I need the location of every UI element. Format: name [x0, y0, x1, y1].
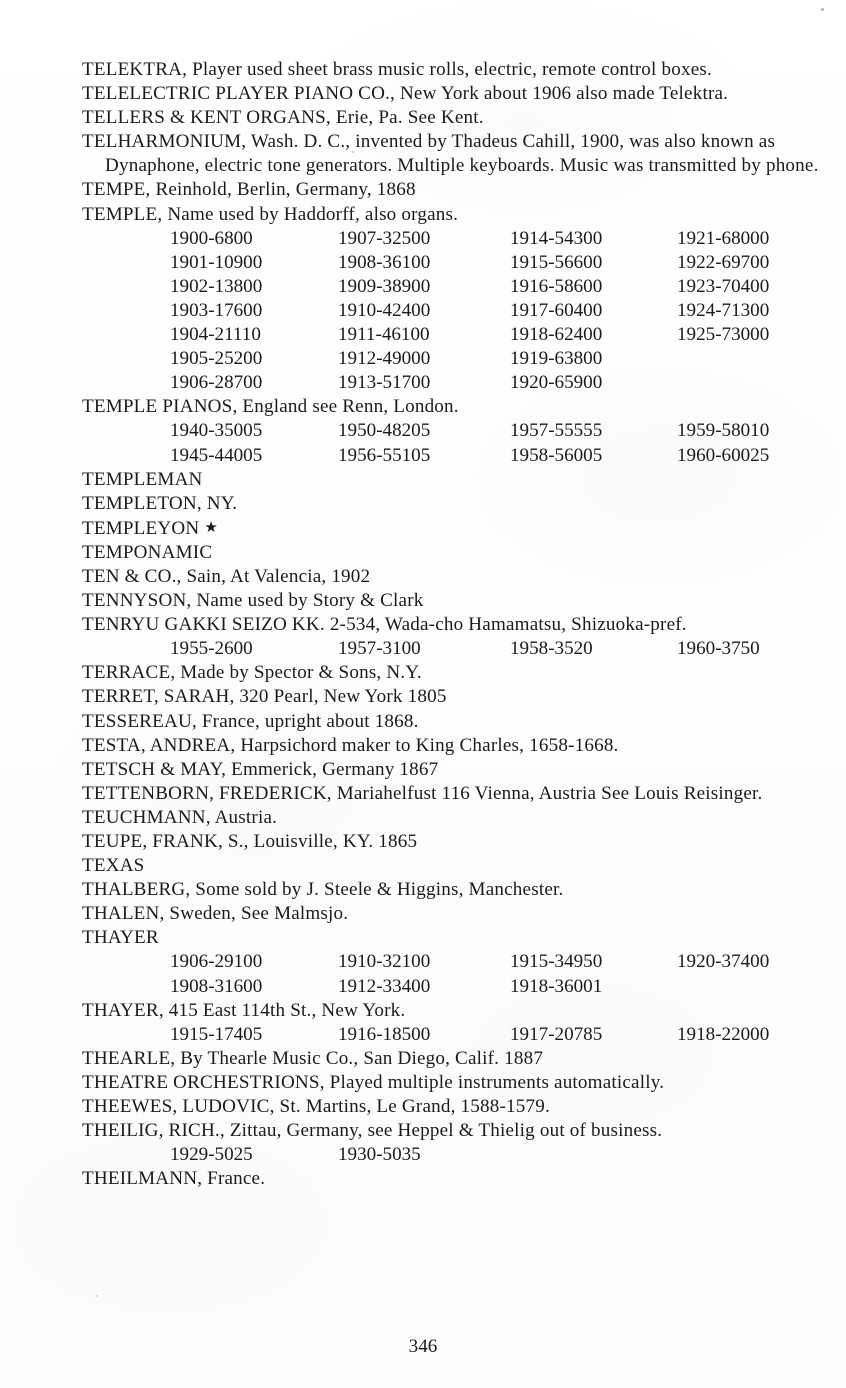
entry-text: TERRACE, Made by Spector & Sons, N.Y.: [82, 662, 422, 684]
directory-entry-terret-sarah: [82, 685, 824, 709]
table-row: [82, 975, 824, 999]
entry-text: TELHARMONIUM, Wash. D. C., invented by Thadeus Cahill, 1900, was also known as Dynaphone, electric tone generators. Multiple keyboards. Music was transmitted by phone.: [82, 131, 819, 177]
directory-entry-tellers-kent-organs: [82, 106, 824, 130]
directory-entry-temponamic: [82, 541, 824, 565]
serial-cell: 1915-34950: [510, 951, 603, 973]
directory-entry-thayer: [82, 926, 824, 950]
serial-cell: 1912-49000: [338, 348, 431, 370]
serial-cell: 1910-32100: [338, 951, 431, 973]
serial-cell: 1957-55555: [510, 420, 603, 442]
serial-cell: 1923-70400: [677, 275, 770, 297]
directory-entry-tetsch-may: [82, 758, 824, 782]
serial-cell: 1900-6800: [170, 227, 253, 249]
directory-entry-thalberg: [82, 878, 824, 902]
directory-entry-thalen: [82, 902, 824, 926]
serial-cell: 1929-5025: [170, 1144, 253, 1166]
directory-entry-tenryu-gakki-seizo: [82, 613, 824, 637]
serial-cell: 1940-35005: [170, 420, 263, 442]
serial-cell: 1912-33400: [338, 975, 431, 997]
table-row: [82, 299, 824, 323]
entry-text: TEMPE, Reinhold, Berlin, Germany, 1868: [82, 179, 416, 201]
serial-cell: 1918-36001: [510, 975, 603, 997]
serial-cell: 1903-17600: [170, 299, 263, 321]
serial-number-table-temple-pianos: [82, 419, 824, 467]
table-row: [82, 1143, 824, 1167]
directory-entry-tennyson: [82, 589, 824, 613]
entry-text: TEMPLE, Name used by Haddorff, also organs.: [82, 203, 459, 225]
entry-text: THALBERG, Some sold by J. Steele & Higgins, Manchester.: [82, 879, 564, 901]
entry-text: TELLERS & KENT ORGANS, Erie, Pa. See Kent.: [82, 107, 484, 129]
scan-speck-corner: [821, 8, 824, 11]
entry-text: THAYER, 415 East 114th St., New York.: [82, 999, 406, 1021]
entry-text: THALEN, Sweden, See Malmsjo.: [82, 903, 349, 925]
directory-entry-tempe: [82, 178, 824, 202]
table-row: [82, 251, 824, 275]
entry-text: TEMPLETON, NY.: [82, 492, 238, 514]
serial-cell: 1957-3100: [338, 638, 421, 660]
serial-cell: 1918-62400: [510, 324, 603, 346]
directory-entry-teupe-frank: [82, 830, 824, 854]
entry-text: THEEWES, LUDOVIC, St. Martins, Le Grand, 1588-1579.: [82, 1096, 550, 1118]
entry-text: THEILMANN, France.: [82, 1168, 266, 1190]
directory-entry-teuchmann: [82, 806, 824, 830]
serial-number-table-thayer-415-east: [82, 1023, 824, 1047]
serial-cell: 1920-65900: [510, 372, 603, 394]
serial-cell: 1915-56600: [510, 251, 603, 273]
serial-cell: 1959-58010: [677, 420, 770, 442]
table-row: [82, 1023, 824, 1047]
serial-cell: 1958-56005: [510, 444, 603, 466]
serial-cell: 1960-60025: [677, 444, 770, 466]
serial-cell: 1920-37400: [677, 951, 770, 973]
table-row: [82, 637, 824, 661]
directory-entry-texas: [82, 854, 824, 878]
entry-text: TEUPE, FRANK, S., Louisville, KY. 1865: [82, 831, 418, 852]
entry-text: TEN & CO., Sain, At Valencia, 1902: [82, 565, 371, 587]
entry-text: TEXAS: [82, 855, 145, 877]
directory-entry-testa-andrea: [82, 734, 824, 758]
entry-text: TEMPLEMAN: [82, 468, 203, 490]
serial-cell: 1907-32500: [338, 227, 431, 249]
directory-entry-templeton: [82, 492, 824, 516]
serial-cell: 1922-69700: [677, 251, 770, 273]
serial-cell: 1916-58600: [510, 275, 603, 297]
directory-entry-telelectric-player-piano-co: [82, 82, 824, 106]
serial-cell: 1902-13800: [170, 275, 263, 297]
serial-cell: 1909-38900: [338, 275, 431, 297]
serial-cell: 1918-22000: [677, 1023, 770, 1045]
table-row: [82, 227, 824, 251]
entry-text: TENNYSON, Name used by Story & Clark: [82, 590, 424, 612]
serial-cell: 1916-18500: [338, 1023, 431, 1045]
serial-cell: 1914-54300: [510, 227, 603, 249]
serial-cell: 1910-42400: [338, 299, 431, 321]
entry-text: TENRYU GAKKI SEIZO KK. 2-534, Wada-cho Hamamatsu, Shizuoka-pref.: [82, 614, 687, 636]
table-row: [82, 323, 824, 347]
serial-cell: 1906-28700: [170, 372, 263, 394]
serial-cell: 1945-44005: [170, 444, 263, 466]
entry-text: TELEKTRA, Player used sheet brass music rolls, electric, remote control boxes.: [82, 59, 712, 80]
entry-text: TEMPLEYON: [82, 517, 200, 539]
directory-entry-thayer-415-east: [82, 999, 824, 1023]
serial-cell: 1930-5035: [338, 1144, 421, 1166]
serial-cell: 1917-60400: [510, 299, 603, 321]
directory-entry-templeman: [82, 468, 824, 492]
serial-number-table-tenryu-gakki-seizo: [82, 637, 824, 661]
serial-number-table-theilig-rich: [82, 1143, 824, 1167]
table-row: [82, 950, 824, 974]
entry-text: THAYER: [82, 927, 159, 949]
entry-text: TETSCH & MAY, Emmerick, Germany 1867: [82, 758, 439, 780]
serial-number-table-thayer: [82, 950, 824, 998]
entry-text: TETTENBORN, FREDERICK, Mariahelfust 116 Vienna, Austria See Louis Reisinger.: [82, 782, 763, 804]
entry-text: TESTA, ANDREA, Harpsichord maker to King Charles, 1658-1668.: [82, 734, 619, 756]
entry-text: TELELECTRIC PLAYER PIANO CO., New York about 1906 also made Telektra.: [82, 83, 729, 105]
directory-entry-terrace: [82, 661, 824, 685]
directory-entry-tessereau: [82, 710, 824, 734]
serial-cell: 1950-48205: [338, 420, 431, 442]
entry-text: TEMPONAMIC: [82, 541, 213, 563]
serial-cell: 1960-3750: [677, 638, 760, 660]
entry-text: THEILIG, RICH., Zittau, Germany, see Heppel & Thielig out of business.: [82, 1120, 663, 1142]
directory-entry-telharmonium: [82, 130, 824, 178]
serial-number-table-temple: [82, 227, 824, 396]
serial-cell: 1906-29100: [170, 951, 263, 973]
serial-cell: 1958-3520: [510, 638, 593, 660]
serial-cell: 1911-46100: [338, 324, 430, 346]
star-icon: ★: [204, 519, 218, 536]
serial-cell: 1908-31600: [170, 975, 263, 997]
entry-text: THEATRE ORCHESTRIONS, Played multiple instruments automatically.: [82, 1071, 665, 1093]
scan-speck-lower: [96, 1295, 98, 1297]
serial-cell: 1908-36100: [338, 251, 431, 273]
entry-text: TESSEREAU, France, upright about 1868.: [82, 710, 419, 732]
serial-cell: 1956-55105: [338, 444, 431, 466]
entry-text: THEARLE, By Thearle Music Co., San Diego, Calif. 1887: [82, 1047, 544, 1069]
serial-cell: 1921-68000: [677, 227, 770, 249]
directory-entry-list: [82, 58, 824, 1191]
directory-entry-ten-co: [82, 565, 824, 589]
directory-entry-theewes-ludovic: [82, 1095, 824, 1119]
directory-entry-theilig-rich: [82, 1119, 824, 1143]
entry-text: TEUCHMANN, Austria.: [82, 806, 278, 828]
entry-text: TEMPLE PIANOS, England see Renn, London.: [82, 396, 459, 418]
table-row: [82, 371, 824, 395]
directory-entry-temple: [82, 203, 824, 227]
entry-text: TERRET, SARAH, 320 Pearl, New York 1805: [82, 686, 447, 708]
page-number: 346: [408, 1336, 438, 1357]
serial-cell: 1917-20785: [510, 1023, 603, 1045]
serial-cell: 1905-25200: [170, 348, 263, 370]
serial-cell: 1925-73000: [677, 324, 770, 346]
table-row: [82, 419, 824, 443]
serial-cell: 1913-51700: [338, 372, 431, 394]
directory-entry-telektra: [82, 58, 824, 82]
serial-cell: 1924-71300: [677, 299, 770, 321]
serial-cell: 1955-2600: [170, 638, 253, 660]
serial-cell: 1904-21110: [170, 324, 261, 346]
directory-entry-temple-pianos: [82, 395, 824, 419]
directory-entry-tettenborn-frederick: [82, 782, 824, 806]
directory-entry-theilmann: [82, 1167, 824, 1191]
directory-entry-templeyon: [82, 516, 824, 541]
table-row: [82, 347, 824, 371]
directory-entry-thearle: [82, 1047, 824, 1071]
serial-cell: 1919-63800: [510, 348, 603, 370]
table-row: [82, 444, 824, 468]
table-row: [82, 275, 824, 299]
serial-cell: 1901-10900: [170, 251, 263, 273]
directory-entry-theatre-orchestrions: [82, 1071, 824, 1095]
serial-cell: 1915-17405: [170, 1023, 263, 1045]
